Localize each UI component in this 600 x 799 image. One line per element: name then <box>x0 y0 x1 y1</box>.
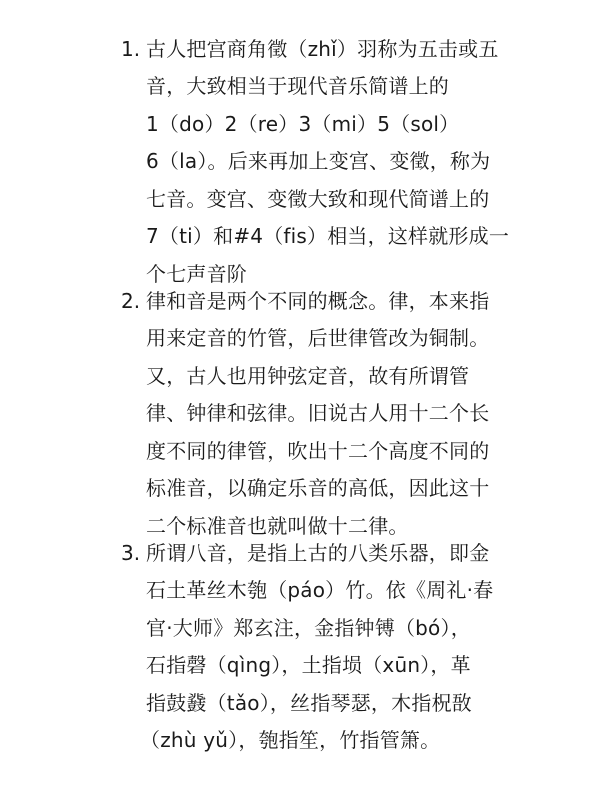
text-line: 石指磬（qìng），土指埙（xūn），革 <box>146 653 471 677</box>
text-line: （zhù yǔ），匏指笙，竹指管箫。 <box>140 728 441 752</box>
text-line: 6（la）。后来再加上变宫、变徵，称为 <box>146 149 491 173</box>
text-line: 律和音是两个不同的概念。律，本来指 <box>146 289 490 313</box>
item-number: 2. <box>121 289 141 313</box>
text-line: 石土革丝木匏（páo）竹。依《周礼·春 <box>146 578 494 602</box>
text-line: 1（do）2（re）3（mi）5（sol） <box>146 112 460 136</box>
text-line: 用来定音的竹管，后世律管改为铜制。 <box>146 326 490 350</box>
text-line: 标准音，以确定乐音的高低，因此这十 <box>146 476 490 500</box>
item-number: 3. <box>121 541 141 565</box>
text-line: 个七声音阶 <box>146 262 247 286</box>
text-line: 古人把宫商角徵（zhǐ）羽称为五击或五 <box>146 37 499 61</box>
text-line: 所谓八音，是指上古的八类乐器，即金 <box>146 541 490 565</box>
text-line: 音，大致相当于现代音乐简谱上的 <box>146 74 449 98</box>
text-line: 七音。变宫、变徵大致和现代简谱上的 <box>146 187 490 211</box>
text-line: 二个标准音也就叫做十二律。 <box>146 514 409 538</box>
text-line: 度不同的律管，吹出十二个高度不同的 <box>146 439 490 463</box>
text-line: 指鼓鼗（tǎo），丝指琴瑟，木指柷敔 <box>146 691 472 715</box>
text-line: 律、钟律和弦律。旧说古人用十二个长 <box>146 401 490 425</box>
text-line: 官·大师》郑玄注，金指钟镈（bó）， <box>146 616 471 640</box>
text-line: 又，古人也用钟弦定音，故有所谓管 <box>146 364 470 388</box>
item-number: 1. <box>121 37 141 61</box>
text-line: 7（ti）和#4（fis）相当，这样就形成一 <box>146 224 510 248</box>
